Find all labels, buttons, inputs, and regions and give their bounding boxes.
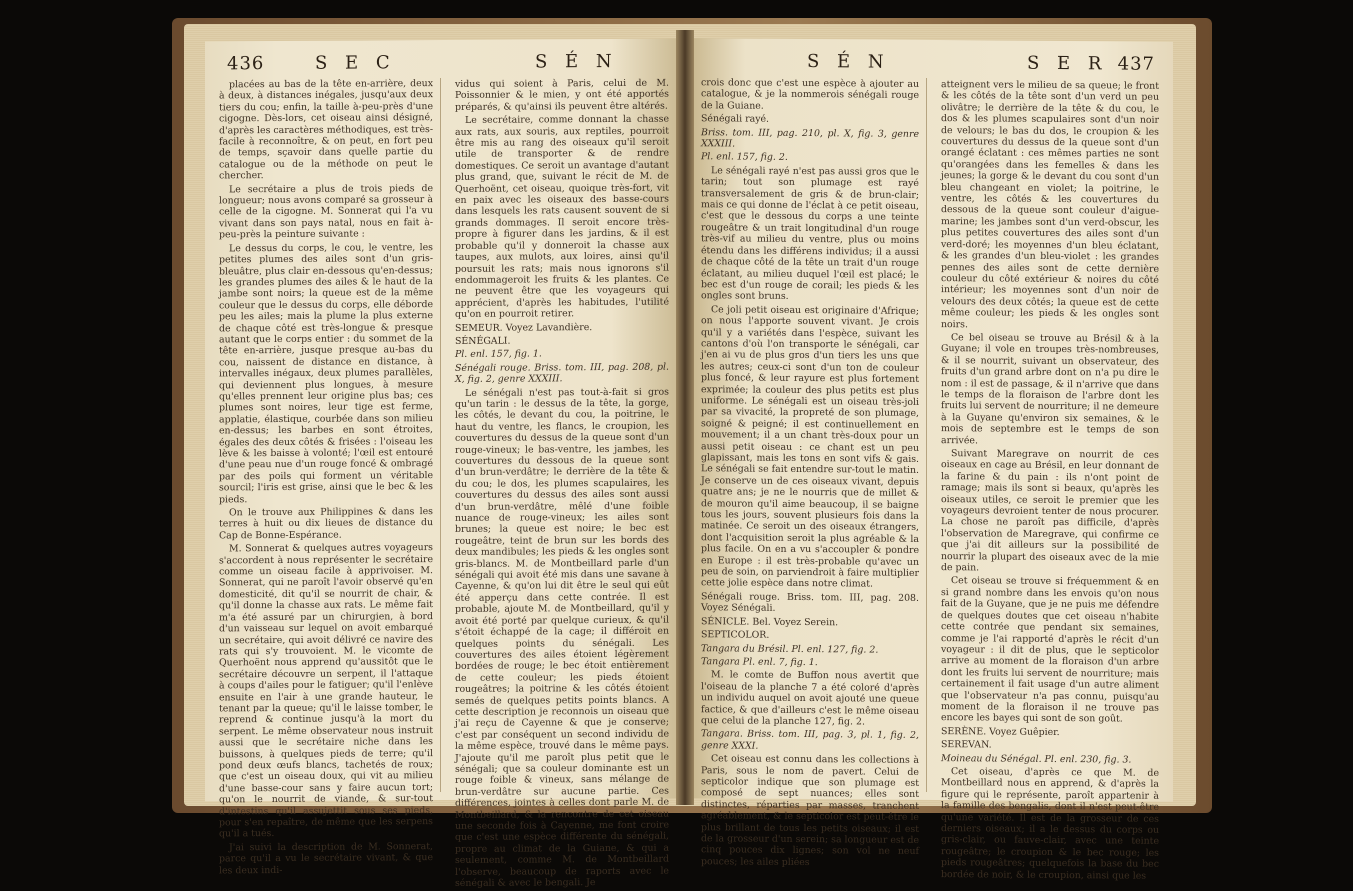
reference: Tangara. Briss. tom. III, pag. 3, pl. 1, fig. 2, genre XXXI. [701, 728, 919, 752]
entry-heading: Sénégali rouge. Briss. tom. III, pag. 208. Voyez Sénégali. [701, 591, 919, 615]
right-page-number: 437 [1117, 53, 1155, 75]
paragraph: crois donc que c'est une espèce à ajouter au catalogue, & je la nommerois sénégali rouge de la Guiane. [701, 77, 919, 112]
paragraph: Cet oiseau se trouve si fréquemment & en si grand nombre dans les envois qu'on nous fait de la Guyane, que je ne puis me défendre de quelques doutes que cet oiseau n'habite cette contrée que pendant six semaines, comme je l'ai rapporté d'après le récit d'un voyageur : il dit de plus, que le septicolor arrive au moment de la floraison d'un arbre dont les fruits lui servent de nourriture; mais certainement il fait usage d'un autre aliment que l'observateur n'a pas connu, puisqu'au moment de la floraison il ne trouve pas encore les bayes qui sont de son goût. [941, 575, 1159, 725]
paragraph: Le secrétaire, comme donnant la chasse aux rats, aux souris, aux reptiles, pourroit être mis au rang des oiseaux qu'il seroit utile de transporter & de rendre domestiques. Ce seroit un avantage d'autant plus grand, que, suivant le récit de M. de Querhoënt, cet oiseau, quoique très-fort, vit en paix avec les oiseaux des basse-cours dans lesquels les rats causent souvent de si grands dommages. Il seroit encore très-propre à figurer dans les jardins, & il est probable qu'il y donneroit la chasse aux taupes, aux mulots, aux loires, ainsi qu'il poursuit les rats; mais nous ignorons s'il endommageroit les fruits & les plantes. Ce ne peuvent être que les voyageurs qui apprécient, d'après les habitudes, l'utilité qu'on en pourroit retirer. [455, 113, 669, 321]
reference: Tangara Pl. enl. 7, fig. 1. [701, 656, 818, 669]
left-page [205, 39, 683, 889]
paragraph: On le trouve aux Philippines & dans les terres à huit ou dix lieues de distance du Cap de Bonne-Espérance. [219, 506, 433, 542]
left-running-head [205, 39, 683, 76]
right-column-2 [941, 78, 1159, 882]
reference: Pl. enl. 157, fig. 2. [701, 151, 788, 164]
paragraph: Cet oiseau, d'après ce que M. de Montbeillard nous en apprend, & d'après la figure qui le représente, paroît appartenir à la famille des bengalis, dont il n'est peut-être qu'une variété. Il est de la grosseur de ces derniers oiseaux; il a le dessus du corps ou gris-clair, ou fauve-clair, avec une teinte rougeâtre; le croupion & le bec rouge; les pieds rougeâtres; quelquefois la base du bec bordée de noir, & le croupion, ainsi que les [941, 766, 1159, 882]
reference: Sénégali rouge. Briss. tom. III, pag. 208, pl. X, fig. 2, genre XXXIII. [455, 361, 669, 386]
entry-heading: SEPTICOLOR. [701, 629, 770, 641]
left-running-head-right: S É N [535, 50, 618, 73]
paragraph: Cet oiseau est connu dans les collections à Paris, sous le nom de pavert. Celui de septicolor indique que son plumage est composé de sept nuances; elles sont distinctes, réparties par masses, tranchent agréablement, & le septicolor est peut-être le plus brillant de tous les petits oiseaux; il est de la grosseur d'un serein; sa longueur est de cinq pouces dix lignes; son vol ne neuf pouces; les ailes pliées [701, 753, 919, 868]
paragraph: Le dessus du corps, le cou, le ventre, les petites plumes des ailes sont d'un gris-bleuâtre, plus clair en-dessous qu'en-dessus; les grandes plumes des ailes & le haut de la jambe sont noirs; la queue est de la même couleur que le dessus du corps, elle déborde peu les ailes; mais la plume la plus externe de chaque côté est très-longue & presque autant que le corps entier : du sommet de la tête en-arrière, jusque presque au-bas du cou, naissent de distance en distance, à intervalles inégaux, deux plumes parallèles, qui deviennent plus longues, à mesure qu'elles prennent leur origine plus bas; ces plumes sont noires, leur tige est ferme, applatie, élastique, courbée dans son milieu en-dessus; les barbes en sont étroites, égales des deux côtés & frisées : l'oiseau les lève & les baisse à volonté; l'œil est entouré d'une peau nue d'un rouge foncé & ombragé par des poils qui forment un véritable sourcil; l'iris est grise, ainsi que le bec & les pieds. [219, 241, 433, 505]
left-column-1 [219, 78, 441, 876]
right-page [687, 38, 1173, 882]
left-column-2 [455, 77, 669, 889]
entry-heading: SÉNÉGALI. [455, 335, 511, 347]
paragraph: Le sénégali n'est pas tout-à-fait si gros qu'un tarin : le dessus de la tête, la gorge, les côtés, le devant du cou, la poitrine, le haut du ventre, les flancs, le croupion, les couvertures du dessus de la queue sont d'un rouge-vineux; le bas-ventre, les jambes, les couvertures du dessous de la queue sont d'un brun-verdâtre; le derrière de la tête & du cou; le dos, les plumes scapulaires, les couvertures du dessus des ailes sont aussi d'un brun-verdâtre, mêlé d'une foible nuance de rouge-vineux; les ailes sont brunes; la queue est noire; le bec est rougeâtre, teint de brun sur les bords des deux mandibules; les pieds & les ongles sont gris-blancs. M. de Montbeillard parle d'un sénégali qui avoit été mis dans une savane à Cayenne, & qu'on lui dit être le seul qui eût été apperçu dans cette contrée. Il est probable, ajoute M. de Montbeillard, qu'il y avoit été porté par quelque curieux, & qu'il s'étoit échappé de la cage; il différoit en quelques points du sénégali. Les couvertures des ailes étoient légèrement bordées de rouge; le bec étoit entièrement de cette couleur; les pieds étoient rougeâtres; la poitrine & les côtés étoient semés de quelques petits points blancs. A cette description je reconnois un oiseau que j'ai reçu de Cayenne & que je conserve; c'est par conséquent un second individu de la même espèce, trouvé dans le même pays. J'ajoute qu'il me paroît plus petit que le sénégali; que sa couleur dominante est un rouge foible & vineux, sans mélange de brun-verdâtre sur aucune partie. Ces différences, jointes à celles dont parle M. de Montbeillard, & la rencontre de cet oiseau une seconde fois à Cayenne, me font croire que c'est une espèce différente du sénégali, propre au climat de la Guiane, & qui a seulement, comme M. de Montbeillard l'observe, beaucoup de raports avec le sénégali & avec le bengali. Je [455, 386, 669, 889]
book-gutter [676, 30, 694, 805]
entry-heading: SEREVAN. [941, 739, 992, 751]
paragraph: placées au bas de la tête en-arrière, deux à deux, à distances inégales, jusqu'aux deux tiers du cou; enfin, la taille à-peu-près d'une cigogne. Dès-lors, cet oiseau ainsi désigné, d'après les caractères méthodiques, est très-facile à reconnoître, & on peut, en fort peu de temps, sçavoir dans quelle partie du catalogue ou de la méthode on peut le chercher. [219, 78, 433, 182]
entry-heading: SEMEUR. Voyez Lavandière. [455, 321, 593, 334]
paragraph: M. le comte de Buffon nous avertit que l'oiseau de la planche 7 a été coloré d'après un individu auquel on avoit ajouté une queue factice, & que d'ailleurs c'est le même oiseau que celui de la planche 127, fig. 2. [701, 669, 919, 728]
right-running-head-left: S É N [807, 51, 890, 73]
entry-heading: SERÈNE. Voyez Guêpier. [941, 725, 1060, 738]
left-running-head-left: S E C [315, 52, 396, 74]
right-running-head [687, 38, 1173, 76]
paragraph: Le sénégali rayé n'est pas aussi gros que le tarin; tout son plumage est rayé transversalement de gris & de brun-clair; mais ce qui donne de l'éclat à ce petit oiseau, c'est que le dessous du corps a une teinte rougeâtre & un trait longitudinal d'un rouge très-vif au milieu du ventre, plus ou moins étendu dans les différens individus; il a aussi de chaque côté de la tête un trait d'un rouge éclatant, au milieu duquel l'œil est placé; le bec est d'un rouge de corail; les pieds & les ongles sont bruns. [701, 165, 919, 303]
entry-heading: Sénégali rayé. [701, 113, 770, 125]
paragraph: Ce bel oiseau se trouve au Brésil & à la Guyane; il vole en troupes très-nombreuses, & il se nourrit, suivant un observateur, des fruits d'un grand arbre dont on n'a pu dire le nom : il est de passage, & il n'arrive que dans le temps de la floraison de l'arbre dont les fruits lui servent de nourriture; il ne demeure à la Guyane qu'environ six semaines, & le mois de septembre est le temps de son arrivée. [941, 332, 1159, 446]
paragraph: vidus qui soient à Paris, celui de M. Poissonnier & le mien, y ont été apportés préparés, & qu'ainsi ils peuvent être altérés. [455, 77, 669, 113]
reference: Moineau du Sénégal. Pl. enl. 230, fig. 3. [941, 752, 1132, 766]
right-running-head-right: S E R [1027, 52, 1108, 75]
paragraph: Suivant Maregrave on nourrit de ces oiseaux en cage au Brésil, en leur donnant de la farine & du pain : ils n'ont point de ramage; mais ils sont si beaux, qu'après les oiseaux utiles, ce seroit le premier que les voyageurs devroient tenter de nous procurer. La chose ne paroît pas difficile, d'après l'observation de Maregrave, qui confirme ce que j'ai dit ailleurs sur la possibilité de nourrir la plupart des oiseaux avec de la mie de pain. [941, 448, 1159, 574]
reference: Tangara du Brésil. Pl. enl. 127, fig. 2. [701, 642, 879, 656]
paragraph: atteignent vers le milieu de sa queue; le front & les côtés de la tête sont d'un verd un peu olivâtre; le derrière de la tête & du cou, le dos & les plumes scapulaires sont d'un noir de velours; le bas du dos, le croupion & les couvertures du dessus de la queue sont d'un orangé éclatant : ces mêmes parties ne sont qu'orangées dans les femelles & dans les jeunes; la gorge & le devant du cou sont d'un bleu changeant en violet; la poitrine, le ventre, les côtés & les couvertures du dessous de la queue sont couleur d'aigue-marine; les jambes sont d'un verd-obscur, les plus petites couvertures des ailes sont d'un verd-doré; les moyennes d'un bleu éclatant, & les grandes d'un bleu-violet : les grandes pennes des ailes sont de cette dernière couleur du côté extérieur & noires du côté intérieur; les moyennes sont d'un noir de velours des deux côtés; la queue est de cette même couleur; les pieds & les ongles sont noirs. [941, 79, 1159, 330]
entry-heading: SÉNICLE. Bel. Voyez Serein. [701, 615, 839, 628]
reference: Briss. tom. III, pag. 210, pl. X, fig. 3, genre XXXIII. [701, 126, 919, 150]
paragraph: Ce joli petit oiseau est originaire d'Afrique; on nous l'apporte souvent vivant. Je crois qu'il y a variétés dans l'espèce, suivant les cantons d'où l'on transporte le sénégali, car j'en ai vu de plus gros d'un tiers les uns que les autres; ceux-ci sont d'un ton de couleur plus foncé, & leur rayure est plus fortement exprimée; la couleur des plus petits est plus uniforme. Le sénégali est un oiseau très-joli par sa vivacité, la propreté de son plumage, soigné & peigné; il est continuellement en mouvement; il a un chant très-doux pour un aussi petit oiseau : ce chant est un peu glapissant, mais les tons en sont vifs & gais. Le sénégali se fait entendre sur-tout le matin. Je conserve un de ces oiseaux vivant, depuis quatre ans; je ne le nourris que de millet & de mouron qu'il aime beaucoup, il se baigne tous les jours, souvent plusieurs fois dans la matinée. Ce seroit un des oiseaux étrangers, dont l'acquisition seroit la plus agréable & la plus facile. On en a vu s'accoupler & pondre en Europe : il est très-probable qu'avec un peu de soin, on parviendroit à faire multiplier cette jolie espèce dans notre climat. [701, 303, 919, 591]
paragraph: M. Sonnerat & quelques autres voyageurs s'accordent à nous représenter le secrétaire comme un oiseau facile à apprivoiser. M. Sonnerat, qui ne paroît l'avoir observé qu'en domesticité, dit qu'il se nourrit de chair, & qu'il donne la chasse aux rats. Le même fait m'a été assuré par un chirurgien, à bord d'un vaisseau sur lequel on avoit embarqué un secrétaire, qui avoit délivré ce navire des rats qui s'y trouvoient. M. le vicomte de Querhoënt nous apprend qu'aussitôt que le secrétaire découvre un serpent, il l'attaque à coups d'ailes pour le fatiguer; qu'il l'enlève ensuite en l'air à une grande hauteur, le tenant par la queue; qu'il le laisse tomber, le reprend & continue jusqu'à la mort du serpent. Le même observateur nous instruit aussi que le secrétaire niche dans les buissons, à quelques pieds de terre; qu'il pond deux œufs blancs, tachetés de roux; que c'est un oiseau doux, qui vit au milieu d'une basse-cour sans y faire aucun tort; qu'on le nourrit de viande, & sur-tout d'intestins qu'il assujettit sous ses pieds, pour s'en repaître, de même que les serpens qu'il a tués. [219, 542, 433, 840]
paragraph: Le secrétaire a plus de trois pieds de longueur; nous avons comparé sa grosseur à celle de la cigogne. M. Sonnerat qui l'a vu vivant dans son pays natal, nous en fait à-peu-près la peinture suivante : [219, 182, 433, 241]
left-page-number: 436 [227, 53, 265, 75]
paragraph: J'ai suivi la description de M. Sonnerat, parce qu'il a vu le secrétaire vivant, & que les deux indi- [219, 840, 433, 876]
right-column-1 [701, 76, 927, 868]
reference: Pl. enl. 157, fig. 1. [455, 348, 542, 361]
